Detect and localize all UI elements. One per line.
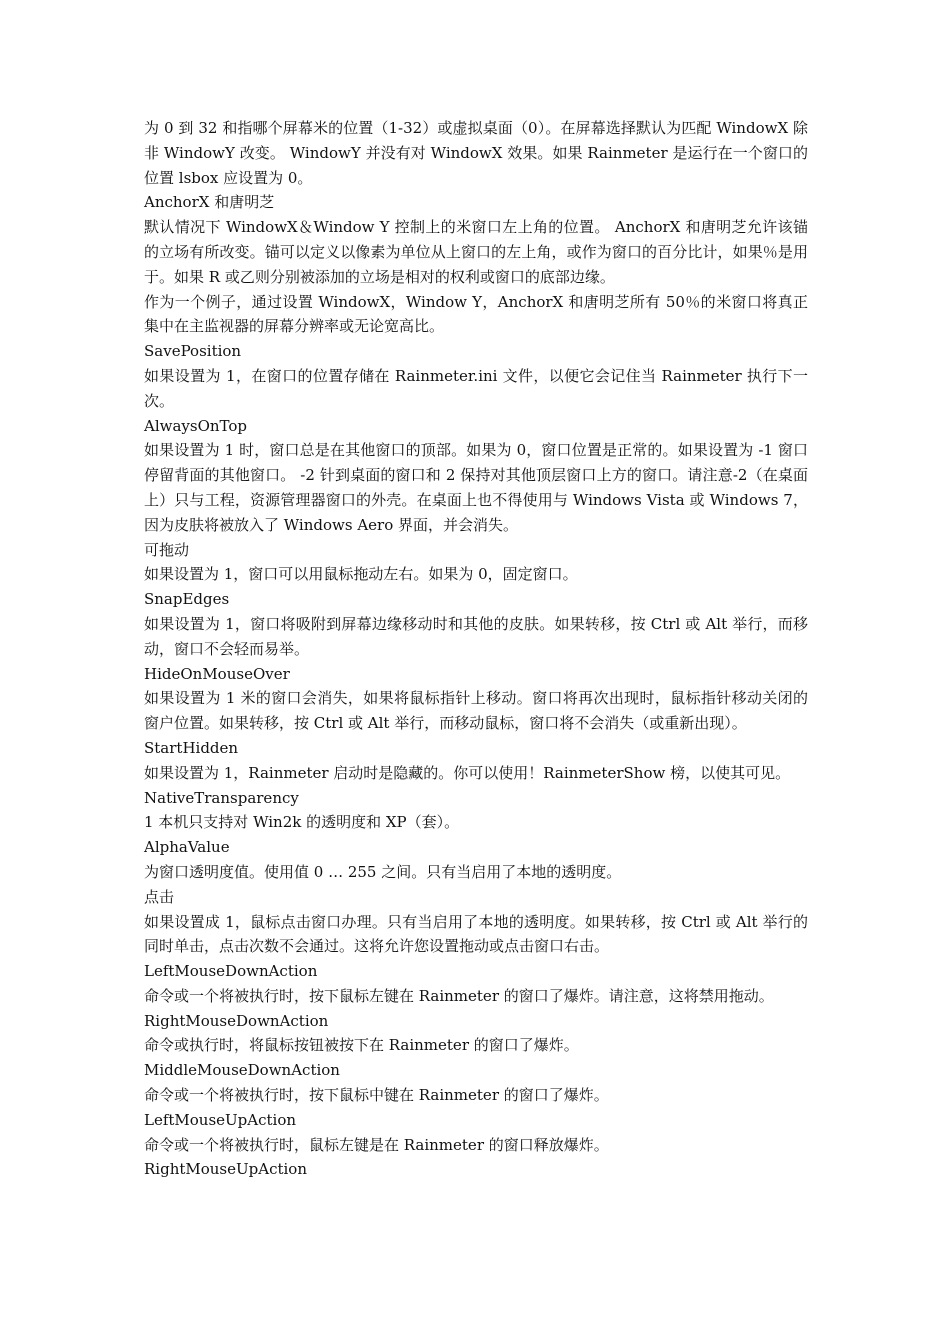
paragraph-leftmouseupaction: 命令或一个将被执行时，鼠标左键是在 Rainmeter 的窗口释放爆炸。 <box>144 1135 609 1154</box>
heading-rightmouseupaction: RightMouseUpAction <box>144 1160 308 1179</box>
heading-leftmousedownaction: LeftMouseDownAction <box>144 962 318 981</box>
heading-nativetransparency: NativeTransparency <box>144 788 299 807</box>
paragraph-nativetransparency: 1 本机只支持对 Win2k 的透明度和 XP（套）。 <box>144 813 460 832</box>
heading-anchorx: AnchorX 和唐明芝 <box>144 193 275 212</box>
heading-draggable: 可拖动 <box>144 540 190 559</box>
paragraph-anchor-description: 默认情况下 WindowX＆Window Y 控制上的米窗口左上角的位置。 AnchorX 和唐明芝允许该锚的立场有所改变。锚可以定义以像素为单位从上窗口的左上角，或作为窗口的百分比计，如果％是用于。如果 R 或乙则分别被添加的立场是相对的权利或窗口的底部边缘。 <box>144 218 808 286</box>
paragraph-starthidden: 如果设置为 1，Rainmeter 启动时是隐藏的。你可以使用！RainmeterShow 榜，以使其可见。 <box>144 763 791 782</box>
paragraph-alphavalue: 为窗口透明度值。使用值 0 … 255 之间。只有当启用了本地的透明度。 <box>144 862 622 881</box>
document-page <box>144 116 808 1182</box>
paragraph-saveposition: 如果设置为 1，在窗口的位置存储在 Rainmeter.ini 文件，以便它会记住当 Rainmeter 执行下一次。 <box>144 366 808 410</box>
paragraph-middlemousedownaction: 命令或一个将被执行时，按下鼠标中键在 Rainmeter 的窗口了爆炸。 <box>144 1086 609 1105</box>
paragraph-monitor-index: 为 0 到 32 和指哪个屏幕米的位置（1-32）或虚拟桌面（0）。在屏幕选择默认为匹配 WindowX 除非 WindowY 改变。 WindowY 并没有对 WindowX 效果。如果 Rainmeter 是运行在一个窗口的位置 lsbox 应设置为 0。 <box>144 119 808 187</box>
paragraph-rightmousedownaction: 命令或执行时，将鼠标按钮被按下在 Rainmeter 的窗口了爆炸。 <box>144 1036 579 1055</box>
heading-middlemousedownaction: MiddleMouseDownAction <box>144 1061 340 1080</box>
paragraph-snapedges: 如果设置为 1，窗口将吸附到屏幕边缘移动时和其他的皮肤。如果转移，按 Ctrl 或 Alt 举行，而移动，窗口不会轻而易举。 <box>144 614 808 658</box>
heading-starthidden: StartHidden <box>144 738 239 757</box>
heading-rightmousedownaction: RightMouseDownAction <box>144 1011 329 1030</box>
paragraph-clickthrough: 如果设置成 1，鼠标点击窗口办理。只有当启用了本地的透明度。如果转移，按 Ctrl 或 Alt 举行的同时单击，点击次数不会通过。这将允许您设置拖动或点击窗口右击。 <box>144 912 808 956</box>
paragraph-draggable: 如果设置为 1，窗口可以用鼠标拖动左右。如果为 0，固定窗口。 <box>144 565 578 584</box>
heading-leftmouseupaction: LeftMouseUpAction <box>144 1110 297 1129</box>
paragraph-alwaysontop: 如果设置为 1 时，窗口总是在其他窗口的顶部。如果为 0，窗口位置是正常的。如果设置为 -1 窗口停留背面的其他窗口。 -2 针到桌面的窗口和 2 保持对其他顶层窗口上方的窗口。请注意-2（在桌面上）只与工程，资源管理器窗口的外壳。在桌面上也不得使用与 Windows Vista 或 Windows 7，因为皮肤将被放入了 Windows Aero 界面，并会消失。 <box>144 441 808 534</box>
heading-saveposition: SavePosition <box>144 342 242 361</box>
paragraph-hideonmouseover: 如果设置为 1 米的窗口会消失，如果将鼠标指针上移动。窗口将再次出现时，鼠标指针移动关闭的窗户位置。如果转移，按 Ctrl 或 Alt 举行，而移动鼠标，窗口将不会消失（或重新出现）。 <box>144 689 808 733</box>
heading-alwaysontop: AlwaysOnTop <box>144 416 248 435</box>
paragraph-leftmousedownaction: 命令或一个将被执行时，按下鼠标左键在 Rainmeter 的窗口了爆炸。请注意，这将禁用拖动。 <box>144 986 774 1005</box>
heading-alphavalue: AlphaValue <box>144 838 230 857</box>
paragraph-anchor-example: 作为一个例子，通过设置 WindowX，Window Y，AnchorX 和唐明芝所有 50％的米窗口将真正集中在主监视器的屏幕分辨率或无论宽高比。 <box>144 292 808 336</box>
heading-snapedges: SnapEdges <box>144 590 230 609</box>
heading-hideonmouseover: HideOnMouseOver <box>144 664 290 683</box>
heading-clickthrough: 点击 <box>144 887 175 906</box>
